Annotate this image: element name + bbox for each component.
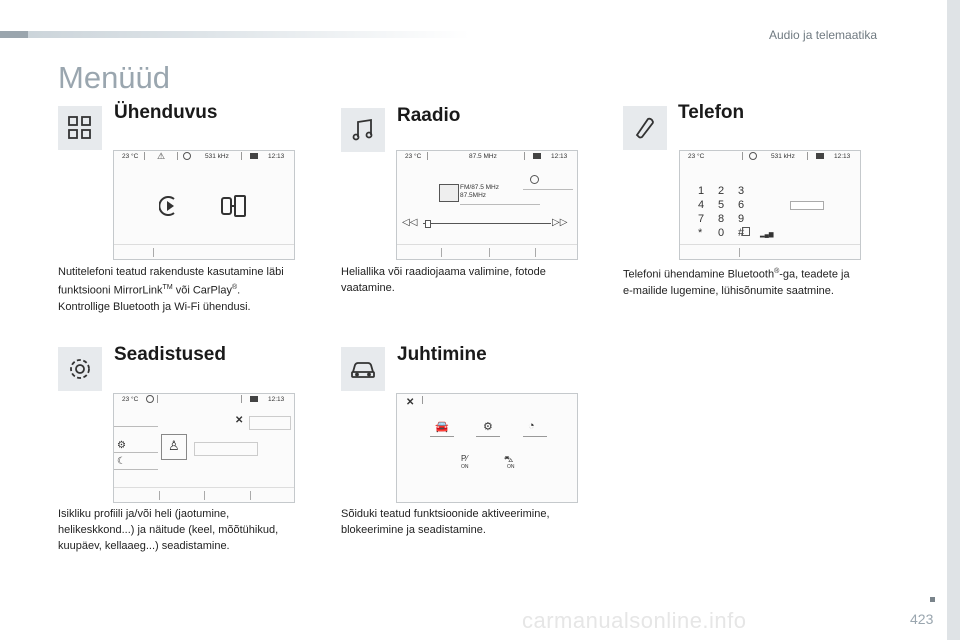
number-field[interactable] <box>790 201 824 210</box>
clock-readout: 12:13 <box>268 153 285 160</box>
settings-field[interactable] <box>249 416 291 430</box>
clock-readout: 12:13 <box>834 153 851 160</box>
temperature-readout: 23 °C <box>122 153 139 160</box>
close-icon[interactable]: ✕ <box>235 415 244 426</box>
car-front-icon <box>341 347 385 391</box>
media-icon <box>250 153 258 159</box>
temperature-readout: 23 °C <box>405 153 422 160</box>
screen-seadistused <box>113 393 295 503</box>
antenna-icon <box>146 395 154 403</box>
mirrorlink-icon[interactable] <box>220 194 248 218</box>
apps-grid-icon <box>58 106 102 150</box>
phone-handset-icon <box>623 106 667 150</box>
warning-icon: ⚠ <box>157 151 166 161</box>
antenna-icon <box>183 152 191 160</box>
frequency-readout: 531 kHz <box>205 153 229 160</box>
profile-button[interactable] <box>161 434 187 460</box>
tuning-slider-handle[interactable] <box>425 220 431 228</box>
clock-readout: 12:13 <box>268 396 285 403</box>
profile-name-field[interactable] <box>194 442 258 456</box>
keypad-key[interactable]: # <box>738 227 745 239</box>
heading-raadio: Raadio <box>397 105 461 126</box>
screen-telefon <box>679 150 861 260</box>
keypad-key[interactable]: 3 <box>738 185 745 197</box>
heading-telefon: Telefon <box>678 102 745 123</box>
profile-icon: ♙ <box>168 438 180 453</box>
temperature-readout: 23 °C <box>122 396 139 403</box>
desc-juhtimine: Sõiduki teatud funktsioonide aktiveerimine, blokeerimine ja seadistamine. <box>341 508 550 536</box>
keypad-key[interactable]: 0 <box>718 227 725 239</box>
keypad-key[interactable]: 8 <box>718 213 725 225</box>
heading-seadistused: Seadistused <box>114 344 226 365</box>
frequency-readout: 87.5 MHz <box>469 153 497 160</box>
keypad-key[interactable]: 2 <box>718 185 725 197</box>
top-decorative-bar <box>0 31 470 38</box>
heading-uhenduvus: Ühenduvus <box>114 102 218 123</box>
seek-back-button[interactable]: ◁◁ <box>402 217 418 228</box>
temperature-readout: 23 °C <box>688 153 705 160</box>
keypad-key[interactable]: 5 <box>718 199 725 211</box>
page-marker <box>930 597 935 602</box>
heading-juhtimine: Juhtimine <box>397 344 487 365</box>
park-assist-icon[interactable]: P⁄ <box>461 454 468 463</box>
music-note-icon <box>341 108 385 152</box>
vehicle-function-icon[interactable]: 🚘 <box>435 421 449 433</box>
performance-icon[interactable]: ◔ <box>528 420 535 432</box>
keypad-key[interactable]: 4 <box>698 199 705 211</box>
desc-raadio: Heliallika või raadiojaama valimine, fotode vaatamine. <box>341 266 546 294</box>
carplay-icon[interactable] <box>159 195 179 217</box>
screen-uhenduvus <box>113 150 295 260</box>
page-number: 423 <box>910 611 934 627</box>
media-icon <box>533 153 541 159</box>
close-icon[interactable]: ✕ <box>406 397 415 408</box>
screen-juhtimine <box>396 393 578 503</box>
antenna-icon <box>749 152 757 160</box>
call-log-icon[interactable] <box>742 227 750 236</box>
signal-icon: ▂▄▆ <box>760 232 774 238</box>
keypad-key[interactable]: 1 <box>698 185 705 197</box>
station-name: 87.5MHz <box>460 192 487 199</box>
tuning-slider[interactable] <box>423 223 551 224</box>
keypad-key[interactable]: * <box>698 227 703 239</box>
station-logo-icon <box>439 184 459 202</box>
audio-settings-icon[interactable]: ⚙ <box>117 440 126 451</box>
frequency-readout: 531 kHz <box>771 153 795 160</box>
watermark-url: carmanualsonline.info <box>522 608 747 633</box>
clock-readout: 12:13 <box>551 153 568 160</box>
page-title: Menüüd <box>58 60 171 95</box>
radio-signal-icon[interactable] <box>530 175 539 184</box>
seek-forward-button[interactable]: ▷▷ <box>552 217 568 228</box>
right-edge-stripe <box>947 0 960 640</box>
lane-assist-icon[interactable]: ⛍ <box>504 454 514 464</box>
keypad-key[interactable]: 9 <box>738 213 745 225</box>
section-title: Audio ja telemaatika <box>769 28 878 42</box>
lane-assist-status: ON <box>507 464 515 470</box>
desc-telefon: Telefoni ühendamine Bluetooth®-ga, teadete ja e-mailide lugemine, lühisõnumite saatmine. <box>623 268 850 297</box>
desc-seadistused: Isikliku profiili ja/või heli (jaotumine, helikeskkond...) ja näitude (keel, mõõtühikud, kuupäev, kellaaeg...) seadistamine. <box>58 508 279 552</box>
station-band: FM/87.5 MHz <box>460 184 500 191</box>
screen-raadio <box>396 150 578 260</box>
desc-uhenduvus: Nutitelefoni teatud rakenduste kasutamine läbi funktsiooni MirrorLink™ või CarPlay®. Kontrollige Bluetooth ja Wi-Fi ühendusi. <box>58 266 284 313</box>
driving-aid-icon[interactable]: ⚙ <box>483 421 493 433</box>
settings-gear-icon <box>58 347 102 391</box>
keypad-key[interactable]: 6 <box>738 199 745 211</box>
media-icon <box>816 153 824 159</box>
media-icon <box>250 396 258 402</box>
park-assist-status: ON <box>461 464 469 470</box>
keypad-key[interactable]: 7 <box>698 213 705 225</box>
night-mode-icon[interactable]: ☾ <box>117 456 126 467</box>
